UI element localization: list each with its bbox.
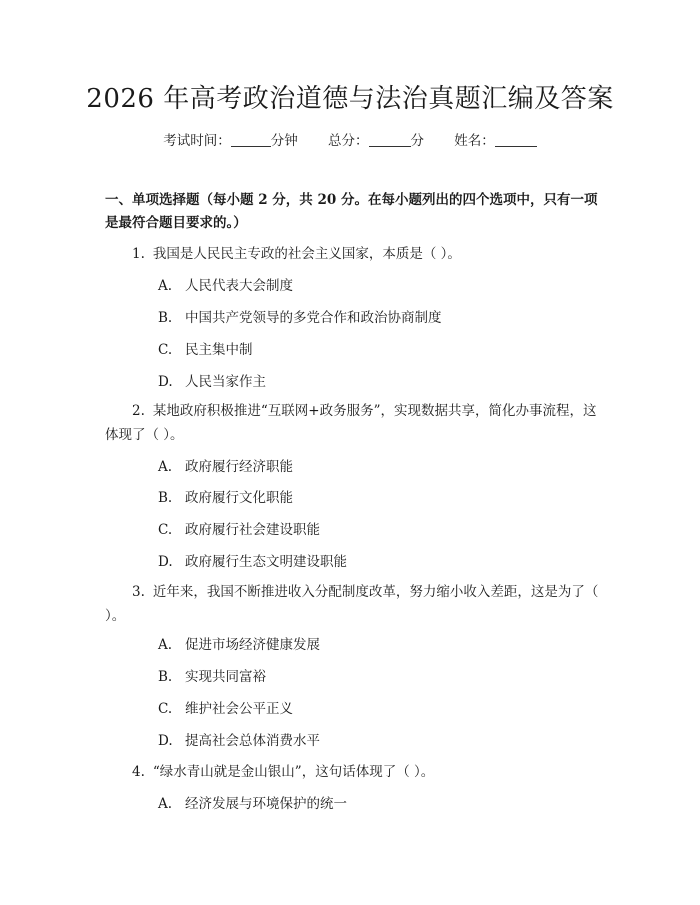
option-text: 提高社会总体消费水平	[185, 733, 320, 749]
name-field	[454, 130, 537, 152]
question-1-option-d	[158, 372, 266, 392]
option-letter: C.	[158, 522, 173, 538]
question-1-option-b	[158, 308, 442, 328]
total-score-field	[328, 130, 424, 152]
question-stem: 我国是人民民主专政的社会主义国家，本质是（ ）。	[152, 246, 461, 262]
option-text: 经济发展与环境保护的统一	[185, 796, 347, 812]
option-letter: B.	[158, 669, 173, 685]
question-number: 1.	[132, 246, 145, 262]
question-4-option-a	[158, 794, 347, 814]
question-3-option-a	[158, 635, 320, 655]
option-letter: C.	[158, 701, 173, 717]
option-letter: A.	[158, 637, 173, 653]
option-text: 政府履行生态文明建设职能	[185, 554, 347, 570]
option-letter: A.	[158, 278, 173, 294]
total-score-blank	[369, 132, 411, 147]
option-letter: D.	[158, 733, 173, 749]
question-1-option-c	[158, 340, 253, 360]
option-text: 维护社会公平正义	[185, 701, 293, 717]
option-letter: A.	[158, 459, 173, 475]
option-letter: C.	[158, 342, 173, 358]
page-title: 2026 年高考政治道德与法治真题汇编及答案	[86, 84, 614, 114]
option-text: 人民当家作主	[185, 374, 266, 390]
exam-time-unit: 分钟	[270, 133, 298, 149]
question-3-option-b	[158, 667, 266, 687]
name-label: 姓名：	[454, 133, 495, 149]
question-2	[105, 399, 600, 447]
exam-time-field	[163, 130, 298, 152]
option-text: 人民代表大会制度	[185, 278, 293, 294]
question-number: 3.	[132, 584, 145, 600]
option-text: 中国共产党领导的多党合作和政治协商制度	[185, 310, 442, 326]
exam-time-label: 考试时间：	[163, 133, 231, 149]
question-1	[105, 242, 600, 266]
question-2-option-a	[158, 457, 293, 477]
option-letter: B.	[158, 310, 173, 326]
exam-info-line	[0, 130, 700, 152]
option-letter: A.	[158, 796, 173, 812]
option-text: 促进市场经济健康发展	[185, 637, 320, 653]
question-stem: “绿水青山就是金山银山”，这句话体现了（ ）。	[152, 764, 435, 780]
question-2-option-c	[158, 520, 320, 540]
option-text: 实现共同富裕	[185, 669, 266, 685]
question-stem: 近年来，我国不断推进收入分配制度改革，努力缩小收入差距，这是为了（ ）。	[105, 584, 599, 624]
option-text: 政府履行社会建设职能	[185, 522, 320, 538]
total-score-label: 总分：	[328, 133, 369, 149]
option-text: 民主集中制	[185, 342, 253, 358]
question-3	[105, 580, 600, 628]
section-heading: 一、单项选择题（每小题 2 分，共 20 分。在每小题列出的四个选项中，只有一项是最符合题目要求的。）	[105, 192, 598, 231]
question-2-option-d	[158, 552, 347, 572]
question-2-option-b	[158, 488, 293, 508]
option-text: 政府履行文化职能	[185, 490, 293, 506]
question-stem: 某地政府积极推进“互联网+政务服务”，实现数据共享，简化办事流程，这体现了（ ）。	[105, 403, 597, 443]
option-text: 政府履行经济职能	[185, 459, 293, 475]
exam-time-blank	[231, 132, 271, 147]
total-score-unit: 分	[410, 133, 424, 149]
question-1-option-a	[158, 276, 293, 296]
option-letter: B.	[158, 490, 173, 506]
question-4	[105, 760, 600, 784]
question-3-option-c	[158, 699, 293, 719]
option-letter: D.	[158, 374, 173, 390]
question-number: 2.	[132, 403, 145, 419]
question-3-option-d	[158, 731, 320, 751]
option-letter: D.	[158, 554, 173, 570]
name-blank	[495, 132, 537, 147]
question-number: 4.	[132, 764, 145, 780]
